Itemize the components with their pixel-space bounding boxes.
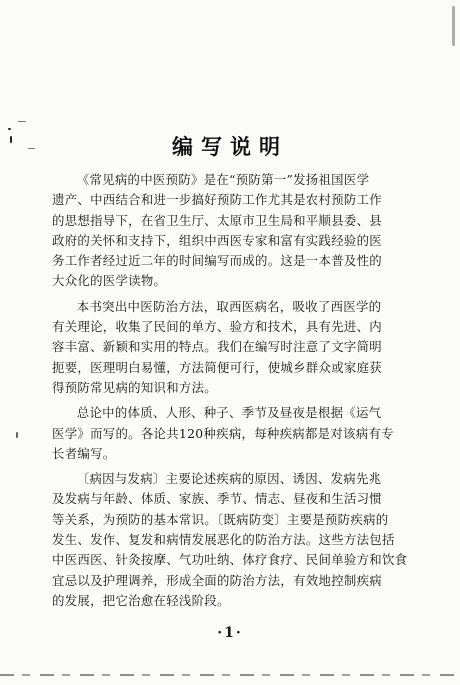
- text-line: 的发展，把它治愈在轻浅阶段。: [52, 592, 230, 608]
- scan-mark: [16, 432, 18, 438]
- text-line: 发生、发作、复发和病情发展恶化的防治方法。这些方法包括: [52, 532, 395, 548]
- text-line: 医学》而写的。各论共120种疾病，每种疾病都是对该病有专: [52, 425, 394, 441]
- text-line: 务工作者经过近二年的时间编写而成的。这是一本普及性的: [52, 253, 382, 269]
- text-line: 得预防常见病的知识和方法。: [52, 379, 217, 395]
- scan-mark: [452, 6, 455, 46]
- paragraph: [52, 403, 430, 464]
- text-line: 中医西医、针灸按摩、气功吐纳、体疗食疗、民间单验方和饮食: [52, 552, 408, 568]
- page-title: 编写说明: [172, 135, 288, 160]
- text-line: 遗产、中西结合和进一步搞好预防工作尤其是农村预防工作: [52, 192, 382, 208]
- scan-mark: [18, 121, 26, 122]
- scan-edge: [0, 674, 460, 676]
- text-line: 宜忌以及护理调养，形成全面的防治方法，有效地控制疾病: [52, 572, 382, 588]
- paragraph: [52, 469, 430, 611]
- text-line: 本书突出中医防治方法，取西医病名，吸收了西医学的: [76, 298, 382, 314]
- paragraph: [52, 297, 430, 398]
- page-number: ·1·: [217, 625, 243, 641]
- scan-mark: [8, 128, 11, 130]
- text-line: 等关系，为预防的基本常识。〔既病防变〕主要是预防疾病的: [52, 511, 389, 527]
- text-line: 长者编写。: [52, 445, 116, 461]
- text-line: 的思想指导下，在省卫生厅、太原市卫生局和平顺县委、县: [52, 212, 382, 228]
- text-line: 容丰富、新颖和实用的特点。我们在编写时注意了文字简明: [52, 339, 382, 355]
- text-line: 《常见病的中医预防》是在“预防第一”发扬祖国医学: [76, 172, 370, 187]
- text-line: 大众化的医学读物。: [52, 273, 167, 289]
- text-line: 〔病因与发病〕主要论述疾病的原因、诱因、发病先兆: [76, 471, 382, 487]
- text-line: 及发病与年龄、体质、家族、季节、情志、昼夜和生活习惯: [52, 491, 382, 507]
- text-line: 扼要，医理明白易懂，方法简便可行，使城乡群众或家庭获: [52, 359, 382, 375]
- text-line: 政府的关怀和支持下，组织中西医专家和富有实践经验的医: [52, 232, 382, 248]
- paragraph: [52, 170, 430, 292]
- text-line: 有关理论，收集了民间的单方、验方和技术，具有先进、内: [52, 319, 382, 335]
- text-line: 总论中的体质、人形、种子、季节及昼夜是根据《运气: [76, 405, 382, 421]
- body-text: [52, 170, 430, 616]
